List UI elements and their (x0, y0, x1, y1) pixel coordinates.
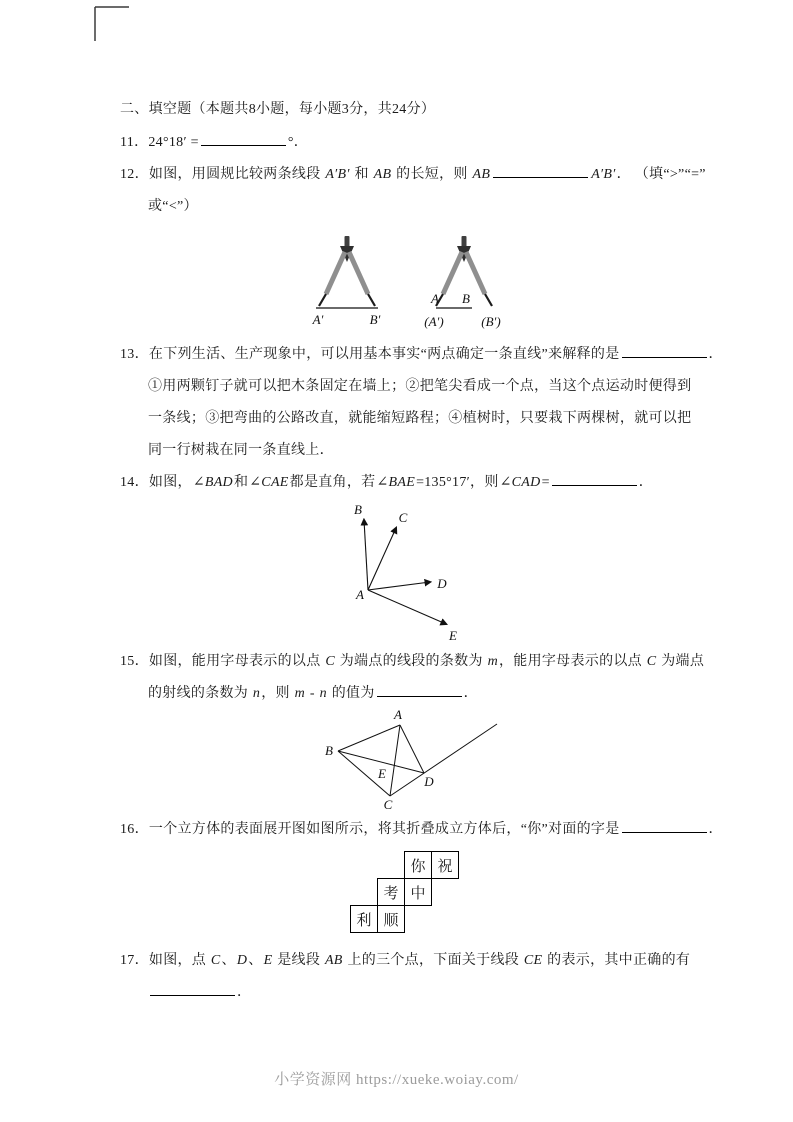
question-13-text-line1: 13．在下列生活、生产现象中，可以用基本事实“两点确定一条直线”来解释的是 ． (120, 347, 723, 362)
label-d: D (437, 576, 447, 591)
answer-blank (622, 820, 707, 833)
answer-blank (201, 133, 286, 146)
scan-corner-mark (92, 4, 132, 44)
label-e: E (449, 628, 457, 643)
section-title: 二、填空题（本题共8小题，每小题3分，共24分） (120, 102, 436, 117)
question-13-text-line2: ①用两颗钉子就可以把木条固定在墙上；②把笔尖看成一个点，当这个点运动时便得到 (148, 379, 692, 394)
question-13-text-line4: 同一行树栽在同一条直线上． (148, 443, 334, 458)
segment-ba (338, 725, 400, 751)
segment-ac (390, 725, 400, 796)
question-13-text-line3: 一条线；③把弯曲的公路改直，就能缩短路程；④植树时，只要栽下两棵树，就可以把 (148, 411, 692, 426)
question-17-text-line2: ． (148, 983, 251, 1003)
question-12-figure (298, 224, 530, 334)
net-cell: 考 (377, 878, 405, 906)
question-15-text-line2: 的射线的条数为 n，则 m - n 的值为 ． (148, 686, 478, 701)
footer-watermark: 小学资源网 https://xueke.woiay.com/ (274, 1072, 519, 1088)
label-b: B (462, 291, 470, 306)
label-b: B (325, 743, 333, 758)
question-14-text: 14．如图，∠BAD和∠CAE都是直角，若∠BAE=135°17′，则∠CAD= ． (120, 475, 654, 490)
ray-ac (368, 528, 396, 590)
label-d: D (424, 774, 434, 789)
label-c: C (398, 510, 408, 525)
label-a-paren: (A′) (424, 314, 444, 329)
question-15-figure (325, 706, 510, 811)
question-11-text: 11．24°18′ = °． (120, 135, 309, 150)
answer-blank (150, 983, 235, 996)
question-17-text-line1: 17．如图，点 C、D、E 是线段 AB 上的三个点，下面关于线段 CE 的表示，其中正确的有 (120, 953, 691, 968)
question-16-text: 16．一个立方体的表面展开图如图所示，将其折叠成立方体后，“你”对面的字是 ． (120, 822, 723, 837)
answer-blank (622, 345, 707, 358)
question-15-text-line1: 15．如图，能用字母表示的以点 C 为端点的线段的条数为 m，能用字母表示的以点 C 为端点 (120, 654, 705, 669)
question-12-text-line2: 或“<”） (148, 199, 198, 214)
label-c: C (383, 797, 393, 811)
question-12-text-line1: 12．如图，用圆规比较两条线段 A′B′ 和 AB 的长短，则 AB A′B′． （填“>”“=” (120, 167, 706, 182)
ray-ad (368, 582, 430, 590)
ray-ab (364, 520, 368, 590)
label-b-prime: B′ (369, 312, 381, 327)
label-b: B (354, 502, 362, 517)
net-cell: 中 (404, 878, 432, 906)
answer-blank (377, 684, 462, 697)
answer-blank (552, 473, 637, 486)
net-cell: 祝 (431, 851, 459, 879)
answer-blank (493, 165, 588, 178)
ray-ae (368, 590, 446, 624)
label-a: A (394, 707, 402, 722)
net-cell: 你 (404, 851, 432, 879)
label-a-prime: A′ (312, 312, 324, 327)
label-a: A (356, 587, 364, 602)
compass-left-icon (319, 236, 375, 306)
ray-cd-extended (390, 724, 497, 796)
net-cell: 顺 (377, 905, 405, 933)
label-e: E (378, 766, 386, 781)
label-a: A (431, 291, 439, 306)
segment-ad (400, 725, 424, 773)
label-b-paren: (B′) (481, 314, 501, 329)
net-cell: 利 (350, 905, 378, 933)
question-14-figure (330, 498, 480, 648)
